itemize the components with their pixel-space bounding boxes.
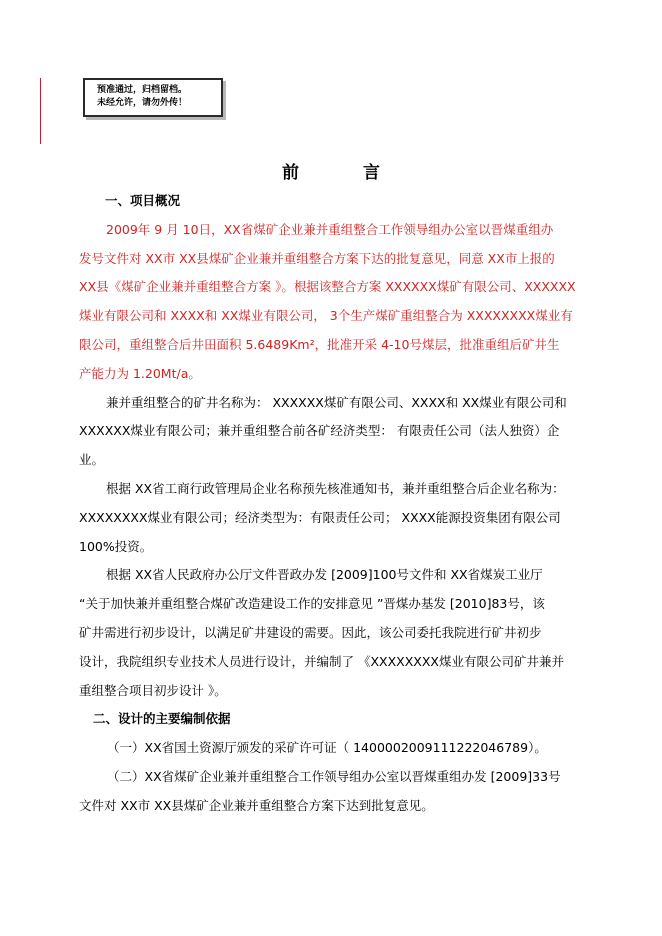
paragraph-line: XXXXXXXX煤业有限公司；经济类型为：有限责任公司； XXXX能源投资集团有限公司	[79, 509, 561, 525]
paragraph-1	[79, 216, 579, 389]
paragraph-line: 发号文件对 XX市 XX县煤矿企业兼并重组整合方案下达的批复意见，同意 XX市上报的	[79, 250, 555, 266]
paragraph-line: （二）XX省煤矿企业兼并重组整合工作领导组办公室以晋煤重组办发 [2009]33号	[107, 768, 561, 784]
paragraph-line: 业。	[79, 452, 105, 468]
paragraph-line: 限公司，重组整合后井田面积 5.6489Km²，批准开采 4-10号煤层，批准重组后矿井生	[79, 336, 560, 352]
paragraph-3	[79, 475, 579, 561]
confidential-stamp	[83, 78, 223, 117]
paragraph-line: 根据 XX省人民政府办公厅文件晋政办发 [2009]100号文件和 XX省煤炭工业厅	[106, 567, 543, 583]
paragraph-line: 文件对 XX市 XX县煤矿企业兼并重组整合方案下达到批复意见。	[79, 797, 434, 813]
section-1-heading: 一、项目概况	[105, 193, 181, 208]
paragraph-line: XX县《煤矿企业兼并重组整合方案 》。根据该整合方案 XXXXXX煤矿有限公司、XXXXXX	[79, 279, 576, 295]
section-2-heading: 二、设计的主要编制依据	[93, 711, 231, 727]
stamp-line-1: 预准通过，归档留档。	[97, 85, 188, 95]
paragraph-4	[79, 561, 579, 705]
title-char-2: 言	[363, 163, 380, 183]
title-char-1: 前	[282, 163, 299, 183]
paragraph-line: XXXXXX煤业有限公司；兼并重组整合前各矿经济类型： 有限责任公司（法人独资）企	[79, 423, 560, 439]
paragraph-line: “关于加快兼并重组整合煤矿改造建设工作的安排意见 ”晋煤办基发 [2010]83号，该	[79, 596, 545, 612]
margin-line	[40, 78, 41, 144]
paragraph-line: 根据 XX省工商行政管理局企业名称预先核准通知书，兼并重组整合后企业名称为：	[106, 480, 565, 496]
stamp-line-2: 未经允许，请勿外传！	[97, 98, 188, 108]
paragraph-line: 设计，我院组织专业技术人员进行设计，并编制了 《XXXXXXXX煤业有限公司矿井兼并	[79, 653, 564, 669]
basis-item-1: （一）XX省国土资源厅颁发的采矿许可证（ 1400002009111222046789）。	[107, 740, 547, 756]
paragraph-2	[79, 389, 579, 475]
section-1	[79, 187, 579, 821]
paragraph-line: 矿井需进行初步设计，以满足矿井建设的需要。因此，该公司委托我院进行矿井初步	[79, 624, 542, 640]
paragraph-line: 重组整合项目初步设计 》。	[79, 682, 227, 698]
paragraph-line: 2009年 9 月 10日，XX省煤矿企业兼并重组整合工作领导组办公室以晋煤重组办	[106, 221, 554, 237]
paragraph-line: 产能力为 1.20Mt/a。	[79, 365, 201, 381]
paragraph-line: 100%投资。	[79, 538, 153, 554]
paragraph-line: 煤业有限公司和 XXXX和 XX煤业有限公司， 3个生产煤矿重组整合为 XXXXXXXX煤业有	[79, 308, 573, 324]
basis-item-2	[79, 763, 579, 821]
page-title	[0, 158, 662, 183]
paragraph-line: 兼并重组整合的矿井名称为： XXXXXX煤矿有限公司、XXXX和 XX煤业有限公司和	[106, 394, 567, 410]
